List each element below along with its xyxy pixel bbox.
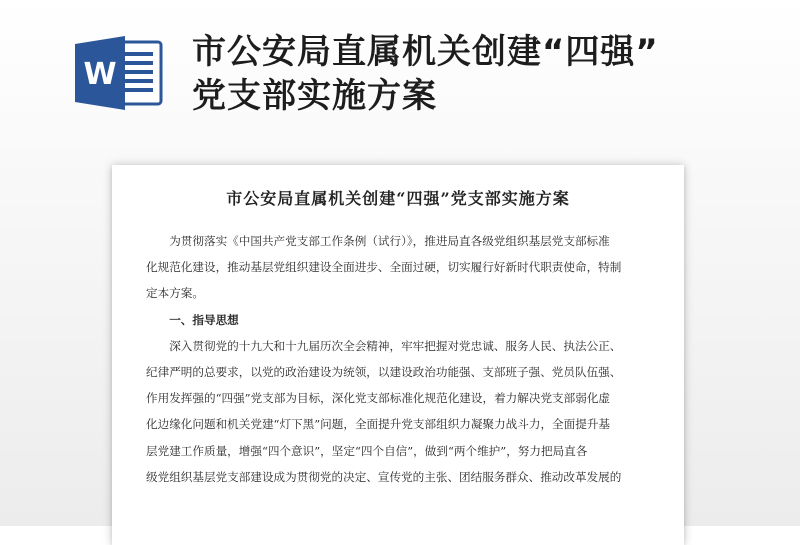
section-line: 层党建工作质量，增强“四个意识”，坚定“四个自信”，做到“两个维护”，努力把局直各 [146, 443, 588, 458]
banner-title-line-2: 党支部实施方案 [192, 76, 437, 116]
document-page [112, 165, 684, 545]
intro-line: 定本方案。 [146, 286, 204, 301]
banner-title [192, 30, 752, 118]
intro-paragraph [146, 228, 654, 307]
section-line: 深入贯彻党的十九大和十九届历次全会精神，牢牢把握对党忠诚、服务人民、执法公正、 [169, 338, 622, 353]
banner-title-line-1: 市公安局直属机关创建“四强” [192, 32, 659, 72]
intro-line: 为贯彻落实《中国共产党支部工作条例（试行）》，推进局直各级党组织基层党支部标准 [169, 234, 610, 248]
section-line: 级党组织基层党支部建设成为贯彻党的决定、宣传党的主张、团结服务群众、推动改革发展的 [146, 469, 622, 484]
document-body [146, 228, 654, 490]
section-line: 作用发挥强的“四强”党支部为目标，深化党支部标准化规范化建设，着力解决党支部弱化虚 [146, 391, 611, 406]
section-line: 纪律严明的总要求，以党的政治建设为统领，以建设政治功能强、支部班子强、党员队伍强、 [146, 365, 622, 380]
section-paragraph [146, 333, 654, 490]
section-heading: 一、指导思想 [169, 312, 239, 327]
word-icon-letter: W [83, 57, 117, 92]
intro-line: 化规范化建设，推动基层党组织建设全面进步、全面过硬，切实履行好新时代职责使命，特制 [146, 260, 622, 275]
word-icon [73, 36, 165, 110]
section-line: 化边缘化问题和机关党建“灯下黑”问题，全面提升党支部组织力凝聚力战斗力，全面提升基 [146, 417, 611, 432]
document-title: 市公安局直属机关创建“四强”党支部实施方案 [226, 189, 570, 208]
